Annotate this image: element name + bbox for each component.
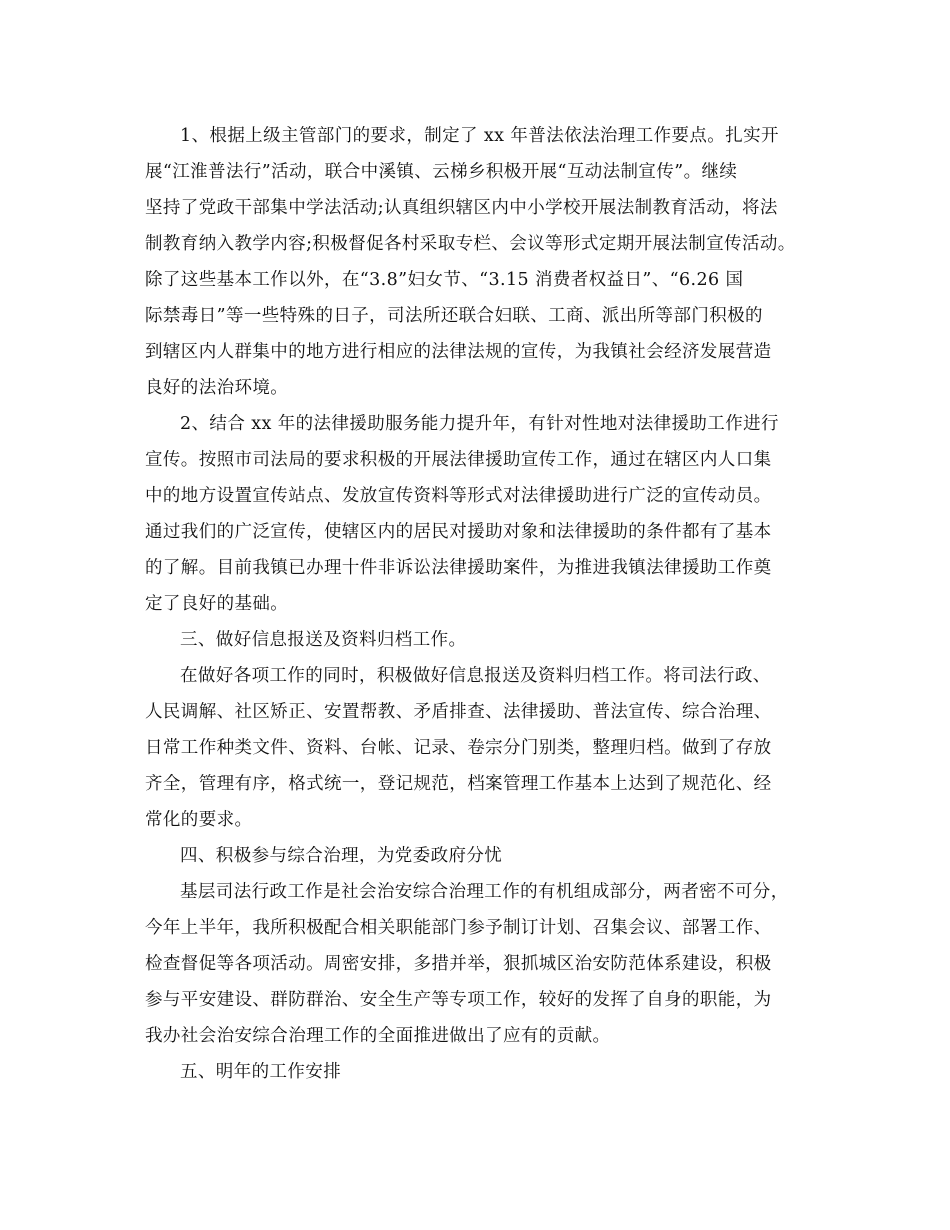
paragraph-line: 1、根据上级主管部门的要求，制定了 xx 年普法依法治理工作要点。扎实开	[180, 126, 779, 146]
paragraph-line: 的了解。目前我镇已办理十件非诉讼法律援助案件，为推进我镇法律援助工作奠	[145, 558, 772, 578]
paragraph-line: 良好的法治环境。	[145, 378, 289, 398]
paragraph-line: 制教育纳入教学内容;积极督促各村采取专栏、会议等形式定期开展法制宣传活动。	[145, 234, 796, 254]
section-heading: 四、积极参与综合治理，为党委政府分忧	[180, 846, 503, 866]
paragraph-line: 定了良好的基础。	[145, 594, 289, 614]
paragraph-line: 际禁毒日”等一些特殊的日子，司法所还联合妇联、工商、派出所等部门积极的	[145, 306, 763, 326]
paragraph-line: 除了这些基本工作以外，在“3.8”妇女节、“3.15 消费者权益日”、“6.26 国	[145, 270, 744, 290]
paragraph-line: 中的地方设置宣传站点、发放宣传资料等形式对法律援助进行广泛的宣传动员。	[145, 486, 772, 506]
paragraph-line: 常化的要求。	[145, 810, 253, 830]
paragraph-line: 我办社会治安综合治理工作的全面推进做出了应有的贡献。	[145, 1026, 611, 1046]
paragraph-line: 坚持了党政干部集中学法活动;认真组织辖区内中小学校开展法制教育活动，将法	[145, 198, 778, 218]
paragraph-line: 人民调解、社区矫正、安置帮教、矛盾排查、法律援助、普法宣传、综合治理、	[145, 702, 772, 722]
paragraph-line: 参与平安建设、群防群治、安全生产等专项工作，较好的发挥了自身的职能，为	[145, 990, 772, 1010]
paragraph-line: 在做好各项工作的同时，积极做好信息报送及资料归档工作。将司法行政、	[180, 666, 771, 686]
document-body	[145, 118, 825, 1090]
paragraph-line: 齐全，管理有序，格式统一，登记规范，档案管理工作基本上达到了规范化、经	[145, 774, 772, 794]
paragraph-line: 检查督促等各项活动。周密安排，多措并举，狠抓城区治安防范体系建设，积极	[145, 954, 772, 974]
paragraph-line: 到辖区内人群集中的地方进行相应的法律法规的宣传，为我镇社会经济发展营造	[145, 342, 772, 362]
section-heading: 五、明年的工作安排	[180, 1062, 342, 1082]
paragraph-line: 展“江淮普法行”活动，联合中溪镇、云梯乡积极开展“互动法制宣传”。继续	[145, 162, 738, 182]
paragraph-line: 通过我们的广泛宣传，使辖区内的居民对援助对象和法律援助的条件都有了基本	[145, 522, 772, 542]
paragraph-line: 2、结合 xx 年的法律援助服务能力提升年，有针对性地对法律援助工作进行	[180, 414, 779, 434]
paragraph-line: 今年上半年，我所积极配合相关职能部门参予制订计划、召集会议、部署工作、	[145, 918, 772, 938]
paragraph-line: 日常工作种类文件、资料、台帐、记录、卷宗分门别类，整理归档。做到了存放	[145, 738, 772, 758]
paragraph-line: 基层司法行政工作是社会治安综合治理工作的有机组成部分，两者密不可分，	[180, 882, 789, 902]
paragraph-line: 宣传。按照市司法局的要求积极的开展法律援助宣传工作，通过在辖区内人口集	[145, 450, 772, 470]
section-heading: 三、做好信息报送及资料归档工作。	[180, 630, 467, 650]
